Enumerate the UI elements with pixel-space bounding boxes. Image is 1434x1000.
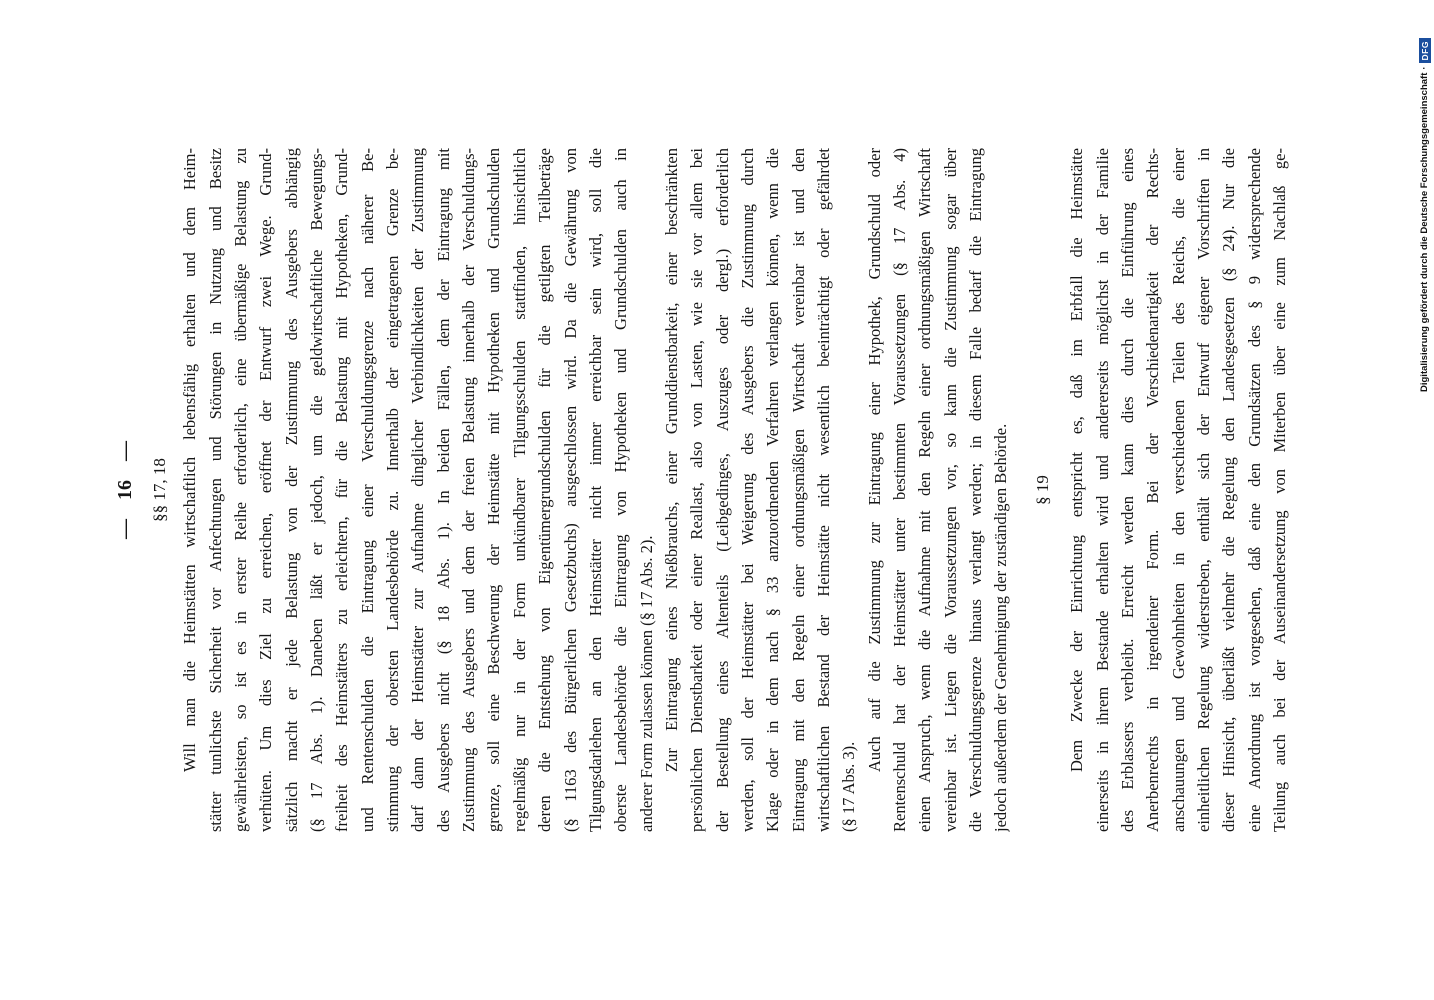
text-line: einheitlichen Regelung widerstreben, enthält sich der Entwurf eigener Vorschriften in [1193, 148, 1213, 832]
text-line: und Rentenschulden die Eintragung einer Verschuldungsgrenze nach näherer Be- [357, 148, 377, 832]
text-line: Zur Eintragung eines Nießbrauchs, einer Grunddienstbarkeit, einer beschränkten [661, 148, 681, 772]
text-line: Tilgungsdarlehen an den Heimstätter nicht immer erreichbar sein wird, soll die [585, 148, 605, 832]
document-page [100, 148, 1310, 832]
section-17-18 [147, 148, 1014, 832]
text-line: grenze, soll eine Beschwerung der Heimstätte mit Hypotheken und Grundschulden [484, 148, 504, 832]
text-line: gewährleisten, so ist es in erster Reihe erforderlich, eine übermäßige Belastung zu [231, 148, 251, 832]
text-line: Will man die Heimstätten wirtschaftlich lebensfähig erhalten und dem Heim- [180, 148, 200, 772]
text-line: anderer Form zulassen können (§ 17 Abs. 2). [636, 535, 656, 832]
digitisation-credit [1417, 6, 1433, 392]
section-heading: §§ 17, 18 [150, 458, 169, 522]
paragraph [177, 148, 659, 832]
text-line: Teilung auch bei der Auseinandersetzung von Miterben über eine zum Nachlaß ge- [1269, 148, 1289, 832]
text-line: jedoch außerdem der Genehmigung der zuständigen Behörde. [991, 423, 1011, 832]
text-line: einerseits in ihrem Bestande erhalten wird und andererseits möglichst in der Familie [1092, 148, 1112, 832]
text-line: vereinbar ist. Liegen die Voraussetzungen vor, so kann die Zustimmung sogar über [940, 148, 960, 832]
text-line: (§ 17 Abs. 1). Daneben läßt er jedoch, um die geldwirtschaftliche Bewegungs- [307, 148, 327, 832]
section-heading: § 19 [1033, 475, 1053, 505]
text-line: stätter tunlichste Sicherheit vor Anfechtungen und Störungen in Nutzung und Besitz [205, 148, 225, 832]
text-line: freiheit des Heimstätters zu erleichtern, für die Belastung mit Hypotheken, Grund- [332, 148, 352, 832]
text-line: Anerbenrechts in irgendeiner Form. Bei der Verschiedenartigkeit der Rechts- [1143, 148, 1163, 832]
text-line: werden, soll der Heimstätter bei Weigerung des Ausgebers die Zustimmung durch [737, 148, 757, 832]
credit-text: Digitalisierung gefördert durch die Deutsche Forschungsgemeinschaft [1419, 72, 1430, 392]
text-line: persönlichen Dienstbarkeit oder einer Reallast, also von Lasten, wie sie vor allem bei [687, 148, 707, 832]
text-line: des Erblassers verbleibt. Erreicht werden kann dies durch die Einführung eines [1117, 148, 1137, 832]
text-line: verhüten. Um dies Ziel zu erreichen, eröffnet der Entwurf zwei Wege. Grund- [256, 148, 276, 832]
text-line: Dem Zwecke der Einrichtung entspricht es, daß im Erbfall die Heimstätte [1067, 148, 1087, 772]
text-line: (§ 17 Abs. 3). [839, 741, 859, 832]
paragraph [862, 148, 1014, 832]
text-line: darf dann der Heimstätter zur Aufnahme dinglicher Verbindlichkeiten der Zustimmung [408, 148, 428, 832]
text-line: dieser Hinsicht, überläßt vielmehr die Regelung den Landesgesetzen (§ 24). Nur die [1219, 148, 1239, 832]
section-19 [1030, 148, 1292, 832]
text-line: des Ausgebers nicht (§ 18 Abs. 1). In beiden Fällen, dem der Eintragung mit [433, 148, 453, 832]
text-line: Klage oder in dem nach § 33 anzuordnenden Verfahren verlangen können, wenn die [763, 148, 783, 832]
text-line: oberste Landesbehörde die Eintragung von Hypotheken und Grundschulden auch in [611, 148, 631, 832]
text-line: (§ 1163 des Bürgerlichen Gesetzbuchs) ausgeschlossen wird. Da die Gewährung von [560, 148, 580, 832]
page-number: — 16 — [114, 441, 136, 539]
text-line: regelmäßig nur in der Form unkündbarer Tilgungsschulden stattfinden, hinsichtlich [509, 148, 529, 832]
text-line: deren die Entstehung von Eigentümergrundschulden für die getilgten Teilbeträge [535, 148, 555, 832]
text-line: eine Anordnung ist vorgesehen, daß eine den Grundsätzen des § 9 widersprechende [1244, 148, 1264, 832]
text-line: die Verschuldungsgrenze hinaus verlangt werden; in diesem Falle bedarf die Eintragung [966, 148, 985, 832]
text-line: Zustimmung des Ausgebers und dem der freien Belastung innerhalb der Verschuldungs- [459, 148, 479, 832]
text-line: Rentenschuld hat der Heimstätter unter bestimmten Voraussetzungen (§ 17 Abs. 4) [889, 148, 909, 832]
text-line: wirtschaftlichen Bestand der Heimstätte nicht wesentlich beeinträchtigt oder gefährdet [813, 148, 833, 832]
text-line: anschauungen und Gewohnheiten in den verschiedenen Teilen des Reichs, die einer [1168, 148, 1188, 832]
paragraph [659, 148, 862, 832]
text-line: stimmung der obersten Landesbehörde zu. Innerhalb der eingetragenen Grenze be- [383, 148, 403, 832]
text-line: Auch auf die Zustimmung zur Eintragung einer Hypothek, Grundschuld oder [864, 148, 884, 772]
text-line: Eintragung mit den Regeln einer ordnungsmäßigen Wirtschaft vereinbar ist und den [788, 148, 808, 832]
text-line: der Bestellung eines Altenteils (Leibgedinges, Auszuges oder dergl.) erforderlich [712, 148, 732, 832]
paragraph [1064, 148, 1292, 832]
dfg-logo-icon: DFG [1419, 38, 1431, 63]
credit-separator: · [1419, 66, 1430, 70]
text-line: sätzlich macht er jede Belastung von der Zustimmung des Ausgebers abhängig [281, 148, 301, 832]
text-line: einen Anspruch, wenn die Aufnahme mit den Regeln einer ordnungsmäßigen Wirtschaft [915, 148, 935, 832]
